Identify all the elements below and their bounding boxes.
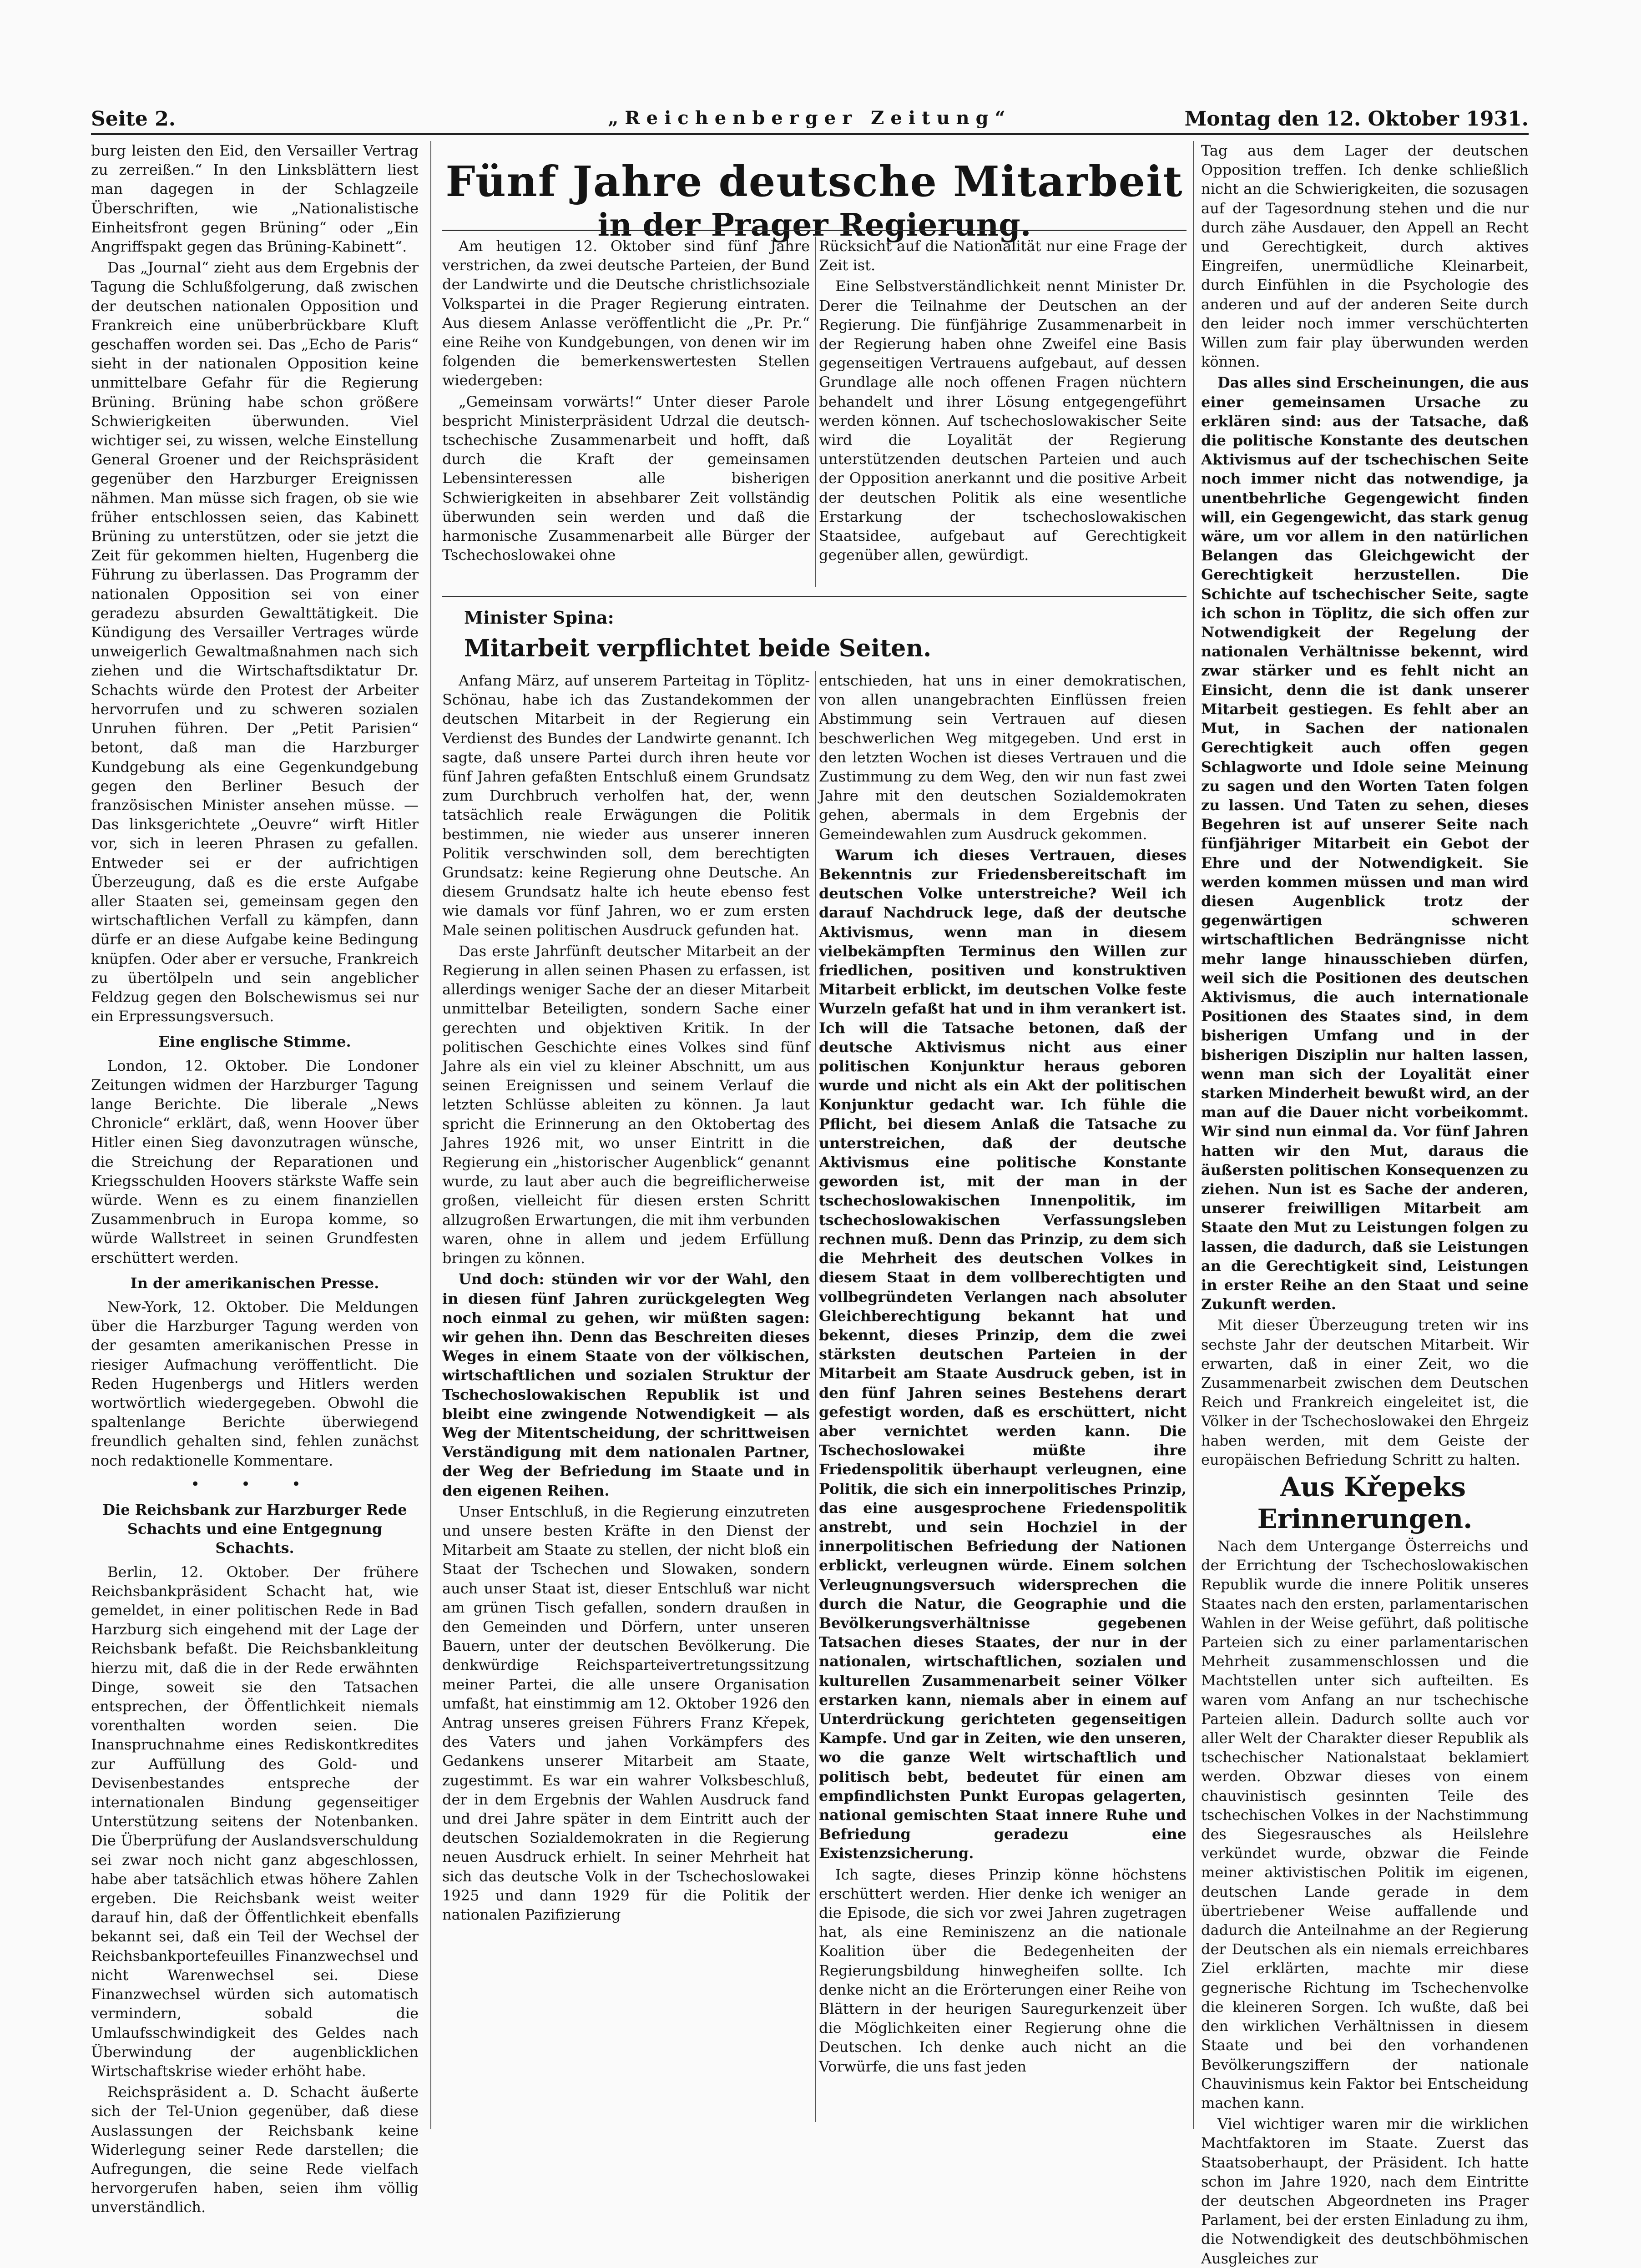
article-paragraph: Reichspräsident a. D. Schacht äußerte sich der Tel-Union gegenüber, daß diese Auslassungen der Reichsbank keine Widerlegung seiner Rede darstellen; die Aufregungen, die seine Rede vielfach hervorgerufen haben, seien ihm völlig unverständlich. [91,2083,419,2216]
article-paragraph: Anfang März, auf unserem Parteitag in Töplitz-Schönau, habe ich das Zustandekommen der deutschen Mitarbeit in der Regierung ein Verdienst des Bundes der Landwirte genannt. Ich sagte, daß unsere Partei durch ihren heute vor fünf Jahren gefaßten Entschluß einem Grundsatz zum Durchbruch verholfen hat, der, wenn tatsächlich reale Erwägungen die Politik bestimmen, nie wieder aus unserer inneren Politik verschwinden soll, dem berechtigten Grundsatz: keine Regierung ohne Deutsche. An diesem Grundsatz halte ich heute ebenso fest wie damals vor fünf Jahren, wo er zum ersten Male seinen politischen Ausdruck gefunden hat. [442,672,810,939]
column-divider [815,671,816,2122]
article-paragraph: Ich sagte, dieses Prinzip könne höchstens erschüttert werden. Hier denke ich weniger an die Episode, die sich vor zwei Jahren zugetragen hat, als eine Reminiszenz an die nationale Koalition über die Bedegenheiten der Regierungsbildung hinwegheifen sollte. Ich denke nicht an die Erörterungen einer Reihe von Blättern in der heurigen Sauregurkenzeit über die Möglichkeiten einer Regierung ohne die Deutschen. Ich denke auch nicht an die Vorwürfe, die uns fast jeden [819,1865,1187,2075]
article-paragraph: London, 12. Oktober. Die Londoner Zeitungen widmen der Harzburger Tagung lange Berichte. Die liberale „News Chronicle“ erklärt, daß, wenn Hoover über Hitler einen Sieg davonzutragen wünsche, die Streichung der Reparationen und Kriegsschulden Hoovers stärkste Waffe sein würde. Wenn es zu einem finanziellen Zusammenbruch in Europa komme, so würde Wallstreet in seinen Grundfesten erschüttert werden. [91,1057,419,1266]
headline-title: Fünf Jahre deutsche Mitarbeit [445,157,1183,206]
main-headline [442,157,1187,244]
page-header [91,104,1529,136]
section-heading: Eine englische Stimme. [158,1033,351,1051]
headline-rule [442,230,1187,231]
section-heading: In der amerikanischen Presse. [130,1274,379,1292]
column-4 [1201,141,1529,2267]
article-paragraph: „Gemeinsam vorwärts!“ Unter dieser Parole bespricht Ministerpräsident Udrzal die deutsch-tschechische Zusammenarbeit und hofft, daß durch die Kraft der gemeinsamen Lebensinteressen alle bisherigen Schwierigkeiten in absehbarer Zeit vollständig überwunden sein werden und daß die harmonische Zusammenarbeit alle Bürger der Tschechoslowakei ohne [442,393,810,564]
article-paragraph: Eine Selbstverständlichkeit nennt Minister Dr. Derer die Teilnahme der Deutschen an der Regierung. Die fünfjährige Zusammenarbeit in der Regierung haben ohne Zweifel eine Basis gegenseitigen Vertrauens aufgebaut, auf dessen Grundlage alle noch offenen Fragen nüchtern behandelt und ihrer Lösung entgegengeführt werden können. Auf tschechoslowakischer Seite wird die Loyalität der Regierung unterstützenden deutschen Parteien und auch der Opposition anerkannt und die positive Arbeit der deutschen Politik als eine wesentliche Erstarkung der tschechoslowakischen Staatsidee, aufgebaut auf Gerechtigkeit gegenüber allen, gewürdigt. [819,277,1187,564]
section-heading: Die Reichsbank zur Harzburger Rede Schachts und eine Entgegnung Schachts. [102,1501,407,1557]
column-3-top [819,237,1187,587]
section-heading: Aus Křepeks Erinnerungen. [1257,1472,1473,1535]
column-2-top [442,237,810,587]
page-number: Seite 2. [91,107,176,131]
headline-subtitle: in der Prager Regierung. [597,207,1031,243]
article-paragraph: Warum ich dieses Vertrauen, dieses Bekenntnis zur Friedensbereitschaft im deutschen Volke unterstreiche? Weil ich darauf Nachdruck lege, daß der deutsche Aktivismus, wenn man in diesem vielbekämpften Terminus den Willen zur friedlichen, positiven und konstruktiven Mitarbeit erblickt, im deutschen Volke feste Wurzeln gefaßt hat und in ihm verankert ist. Ich will die Tatsache betonen, daß der deutsche Aktivismus nicht aus einer politischen Konjunktur heraus geboren wurde und nicht als ein Akt der politischen Konjunktur gedacht war. Ich fühle die Pflicht, bei diesem Anlaß die Tatsache zu unterstreichen, daß der deutsche Aktivismus eine politische Konstante geworden ist, mit der man in der tschechoslowakischen Innenpolitik, im tschechoslowakischen Verfassungsleben rechnen muß. Denn das Prinzip, zu dem sich die Mehrheit des deutschen Volkes in diesem Staat in dem vollberechtigten und vollbegründeten Verlangen nach absoluter Gleichberechtigung bekannt hat und bekennt, dieses Prinzip, dem die zwei stärksten deutschen Parteien in der Mitarbeit am Staate Ausdruck geben, ist in den fünf Jahren seines Bestehens derart gefestigt worden, daß es erschüttert, nicht aber vernichtet werden kann. Die Tschechoslowakei müßte ihre Friedenspolitik überhaupt verleugnen, eine Politik, die sich ein innerpolitisches Prinzip, das eine ausgesprochene Friedenspolitik anstrebt, und sein Hochziel in der innerpolitischen Befriedung der Nationen erblickt, verleugnen würde. Einem solchen Verleugnungsversuch widersprechen die durch die Natur, die Geographie und die Bevölkerungsverhältnisse gegebenen Tatsachen dieses Staates, der nur in der nationalen, wirtschaftlichen, sozialen und kulturellen Zusammenarbeit seiner Völker erstarken kann, niemals aber in einem auf Unterdrückung gerichteten gegenseitigen Kampfe. Und gar in Zeiten, wie den unseren, wo die ganze Welt wirtschaftlich und politisch bebt, bedeutet für einen am empfindlichsten Punkt Europas gelagerten, national gemischten Staat innere Ruhe und Befriedung geradezu eine Existenzsicherung. [819,846,1187,1862]
article-paragraph: Viel wichtiger waren mir die wirklichen Machtfaktoren im Staate. Zuerst das Staatsoberhaupt, der Präsident. Ich hatte schon im Jahre 1920, nach dem Eintritte der deutschen Abgeordneten ins Prager Parlament, bei der ersten Einladung zu ihm, die Notwendigkeit des deutschböhmischen Ausgleiches zur [1201,2115,1529,2267]
column-divider [1193,141,1194,2129]
article-paragraph: Mit dieser Überzeugung treten wir ins sechste Jahr der deutschen Mitarbeit. Wir erwarten, daß in einer Zeit, wo die Zusammenarbeit zwischen dem Deutschen Reich und Frankreich eingeleitet ist, die Völker in der Tschechoslowakei den Ehrgeiz haben werden, mit dem Geiste der europäischen Befriedung Schritt zu halten. [1201,1316,1529,1468]
newspaper-name: „Reichenberger Zeitung“ [608,107,1012,129]
article-paragraph: Am heutigen 12. Oktober sind fünf Jahre verstrichen, da zwei deutsche Parteien, der Bund der Landwirte und die Deutsche christlichsoziale Volkspartei in die Prager Regierung eintraten. Aus diesem Anlasse veröffentlicht die „Pr. Pr.“ eine Reihe von Kundgebungen, von denen wir im folgenden die bemerkenswertesten Stellen wiedergeben: [442,237,810,389]
section-title: Mitarbeit verpflichtet beide Seiten. [464,635,932,662]
column-divider [815,237,816,587]
article-paragraph: Tag aus dem Lager der deutschen Opposition treffen. Ich denke schließlich nicht an die Schwierigkeiten, die sozusagen auf der Tagesordnung stehen und die nur durch zähe Ausdauer, den Appell an Recht und Gerechtigkeit, durch aktives Eingreifen, unermüdliche Kleinarbeit, durch Einfühlen in die Psychologie des anderen und auf der anderen Seite durch den leider noch immer verschüchterten Willen zum fair play überwunden werden können. [1201,142,1529,371]
column-2-bottom [442,671,810,2122]
article-paragraph: entschieden, hat uns in einer demokratischen, von allen unangebrachten Einflüssen freien Abstimmung sein Vertrauen auf diesen beschwerlichen Weg mitgegeben. Und erst in den letzten Wochen ist dieses Vertrauen und die Zustimmung zu dem Weg, den wir nun fast zwei Jahre mit den deutschen Sozialdemokraten gehen, abermals in dem Ergebnis der Gemeindewahlen zum Ausdruck gekommen. [819,672,1187,843]
article-paragraph: Rücksicht auf die Nationalität nur eine Frage der Zeit ist. [819,237,1187,274]
article-paragraph: Nach dem Untergange Österreichs und der Errichtung der Tschechoslowakischen Republik wurde die innere Politik unseres Staates nach den ersten, parlamentarischen Wahlen in der Weise geführt, daß politische Parteien sich zu einer parlamentarischen Mehrheit zusammenschlossen und die Machtstellen unter sich aufteilten. Es waren vom Anfang an nur tschechische Parteien allein. Dadurch sollte auch vor aller Welt der Charakter dieser Republik als tschechischer Nationalstaat beklamiert werden. Obzwar dieses von einem chauvinistisch gesinnten Teile des tschechischen Volkes in der Nachstimmung des Siegesrausches als Heilslehre verkündet wurde, obzwar die Feinde meiner aktivistischen Politik im eigenen, deutschen Lande gerade in dem übertriebener Weise auffallende und dadurch die Anteilnahme an der Regierung der Deutschen als ein niemals erreichbares Ziel erklärten, machte mir diese gegnerische Richtung im Tschechenvolke die kleineren Sorgen. Ich wußte, daß bei den wirklichen Verhältnissen in diesem Staate und bei den vorhandenen Bevölkerungsziffern der nationale Chauvinismus kein Faktor bei Entscheidung machen kann. [1201,1537,1529,2112]
separator-stars: • • • [191,1475,319,1493]
article-paragraph: burg leisten den Eid, den Versailler Vertrag zu zerreißen.“ In den Linksblättern liest man dagegen in der Schlagzeile Überschriften, wie „Nationalistische Einheitsfront gegen Brüning“ oder „Ein Angriffspakt gegen das Brüning-Kabinett“. [91,142,419,256]
issue-date: Montag den 12. Oktober 1931. [1184,107,1529,131]
column-divider [430,141,431,2129]
article-paragraph: Unser Entschluß, in die Regierung einzutreten und unsere besten Kräfte in den Dienst der Mitarbeit am Staate zu stellen, der nicht bloß ein Staat der Tschechen und Slowaken, sondern auch unser Staat ist, dieser Entschluß war nicht am grünen Tisch gefallen, sondern draußen in den Gemeinden und Dörfern, unter unseren Bauern, unter der deutschen Bevölkerung. Die denkwürdige Reichsparteivertretungssitzung meiner Partei, die alle unsere Organisation umfaßt, hat einstimmig am 12. Oktober 1926 den Antrag unseres greisen Führers Franz Křepek, des Vaters und jahen Vorkämpfers des Gedankens unserer Mitarbeit am Staate, zugestimmt. Es war ein wahrer Volksbeschluß, der in dem Ergebnis der Wahlen Ausdruck fand und drei Jahre später in dem Eintritt auch der deutschen Sozialdemokraten in die Regierung neuen Ausdruck erhielt. In seiner Mehrheit hat sich das deutsche Volk in der Tschechoslowakei 1925 und dann 1929 für die Politik der nationalen Pazifizierung [442,1502,810,1923]
section-author: Minister Spina: [464,607,614,628]
article-paragraph: Berlin, 12. Oktober. Der frühere Reichsbankpräsident Schacht hat, wie gemeldet, in einer politischen Rede in Bad Harzburg sich eingehend mit der Lage der Reichsbank befaßt. Die Reichsbankleitung hierzu mit, daß die in der Rede erwähnten Dinge, soweit sie den Tatsachen entsprechen, der Öffentlichkeit niemals vorenthalten worden seien. Die Inanspruchnahme eines Rediskontkredites zur Auffüllung des Gold- und Devisenbestandes entspreche der internationalen Bindung gegenseitiger Unterstützung seitens der Notenbanken. Die Überprüfung der Auslandsverschuldung sei zwar noch nicht ganz abgeschlossen, habe aber tatsächlich etwas höhere Zahlen ergeben. Die Reichsbank weist weiter darauf hin, daß der Öffentlichkeit ebenfalls bekannt sei, daß ein Teil der Wechsel der Reichsbankportefeuilles Finanzwechsel und nicht Warenwechsel sei. Diese Finanzwechsel würden sich automatisch vermindern, sobald die Umlaufsschwindigkeit des Geldes nach Überwindung der augenblicklichen Wirtschaftskrise wieder erhöht habe. [91,1563,419,2080]
article-paragraph: New-York, 12. Oktober. Die Meldungen über die Harzburger Tagung werden von der gesamten amerikanischen Presse in riesiger Aufmachung veröffentlicht. Die Reden Hugenbergs und Hitlers werden wortwörtlich wiedergegeben. Obwohl die spaltenlange Berichte überwiegend freundlich gehalten sind, fehlen zunächst noch redaktionelle Kommentare. [91,1298,419,1469]
column-1 [91,141,419,2216]
article-paragraph: Das „Journal“ zieht aus dem Ergebnis der Tagung die Schlußfolgerung, daß zwischen der deutschen nationalen Opposition und Frankreich eine unüberbrückbare Kluft geschaffen worden sei. Das „Echo de Paris“ sieht in der nationalen Opposition keine unmittelbare Gefahr für die Regierung Brüning. Brüning habe schon größere Schwierigkeiten überwunden. Viel wichtiger sei, zu wissen, welche Einstellung General Groener und der Reichspräsident gegenüber den Harzburger Ereignissen nähmen. Man müsse sich fragen, ob sie wie früher entschlossen seien, das Kabinett Brüning zu unterstützen, oder sie jetzt die Zeit für gekommen hielten, Hugenberg die Führung zu überlassen. Das Programm der nationalen Opposition sei von einer geradezu absurden Gewalttätigkeit. Die Kündigung des Versailler Vertrages würde unweigerlich Gewaltmaßnahmen nach sich ziehen und die Wirtschaftsdiktatur Dr. Schachts würde den Protest der Arbeiter hervorrufen und zu schweren sozialen Unruhen führen. Der „Petit Parisien“ betont, daß man die Harzburger Kundgebung als eine Gegenkundgebung gegen den Berliner Besuch der französischen Minister ansehen müsse. — Das linksgerichtete „Oeuvre“ wirft Hitler vor, sich in leeren Phrasen zu gefallen. Entweder sei er der aufrichtigen Überzeugung, daß es die erste Aufgabe aller Staaten sei, gemeinsam gegen den wirtschaftlichen Verfall zu kämpfen, dann dürfe er an diese Aufgabe keine Bedingung knüpfen. Oder aber er versuche, Frankreich zu übertölpeln und sein angeblicher Feldzug gegen den Bolschewismus sei nur ein Erpressungsversuch. [91,259,419,1025]
header-rule [91,133,1529,135]
article-paragraph: Und doch: stünden wir vor der Wahl, den in diesen fünf Jahren zurückgelegten Weg noch einmal zu gehen, wir müßten sagen: wir gehen ihn. Denn das Beschreiten dieses Weges in einem Staate von der völkischen, wirtschaftlichen und sozialen Struktur der Tschechoslowakischen Republik ist und bleibt eine zwingende Notwendigkeit — als Weg der Mitentscheidung, der schrittweisen Verständigung mit dem nationalen Partner, der Weg der Befriedung im Staate und in den eigenen Reihen. [442,1270,810,1499]
section-rule [442,596,1187,597]
column-3-bottom [819,671,1187,2122]
article-paragraph: Das erste Jahrfünft deutscher Mitarbeit an der Regierung in allen seinen Phasen zu erfassen, ist allerdings weniger Sache der an dieser Mitarbeit unmittelbar Beteiligten, sondern Sache einer gerechten und objektiven Kritik. In der politischen Geschichte eines Volkes sind fünf Jahre als ein viel zu kleiner Abschnitt, um aus seinen Ereignissen und seinem Verlauf die letzten Schlüsse ableiten zu können. Ja laut spricht die Erinnerung an den Oktobertag des Jahres 1926 mit, wo unser Eintritt in die Regierung ein „historischer Augenblick“ genannt wurde, zu laut aber auch die begreiflicherweise großen, vielleicht für diesen ersten Schritt allzugroßen Erwartungen, die mit ihm verbunden waren, ohne in allem und jedem Erfüllung bringen zu können. [442,942,810,1267]
article-paragraph: Das alles sind Erscheinungen, die aus einer gemeinsamen Ursache zu erklären sind: aus der Tatsache, daß die politische Konstante des deutschen Aktivismus auf der tschechischen Seite noch immer nicht das notwendige, ja unentbehrliche Gegengewicht finden will, ein Gegengewicht, das stark genug wäre, um vor allem in den natürlichen Belangen das Gleichgewicht der Gerechtigkeit herzustellen. Die Schichte auf tschechischer Seite, sagte ich schon in Töplitz, die sich offen zur Notwendigkeit der Regelung der nationalen Verhältnisse bekennt, wird zwar stärker und es fehlt nicht an Einsicht, denn die ist dank unserer Mitarbeit gestiegen. Es fehlt aber an Mut, in Sachen der nationalen Gerechtigkeit auch offen gegen Schlagworte und Idole seine Meinung zu sagen und den Worten Taten folgen zu lassen. Und Taten zu sehen, dieses Begehren ist auf unserer Seite nach fünfjähriger Mitarbeit ein Gebot der Ehre und der Notwendigkeit. Sie werden kommen müssen und man wird diesen Augenblick trotz der gegenwärtigen schweren wirtschaftlichen Bedrängnisse nicht mehr lange hinausschieben dürfen, weil sich die Positionen des deutschen Aktivismus, die auch internationale Positionen des Staates sind, in dem bisherigen Umfang und in der bisherigen Disziplin nur halten lassen, wenn man sich der Loyalität einer starken Minderheit bewußt wird, an der man auf die Dauer nicht vorbeikommt. Wir sind nun einmal da. Vor fünf Jahren hatten wir den Mut, daraus die äußersten politischen Konsequenzen zu ziehen. Nun ist es Sache der anderen, unserer freiwilligen Mitarbeit am Staate den Mut zu Leistungen folgen zu lassen, die dadurch, daß sie Leistungen an die Gerechtigkeit sind, Leistungen in erster Reihe an den Staat und seine Zukunft werden. [1201,374,1529,1313]
